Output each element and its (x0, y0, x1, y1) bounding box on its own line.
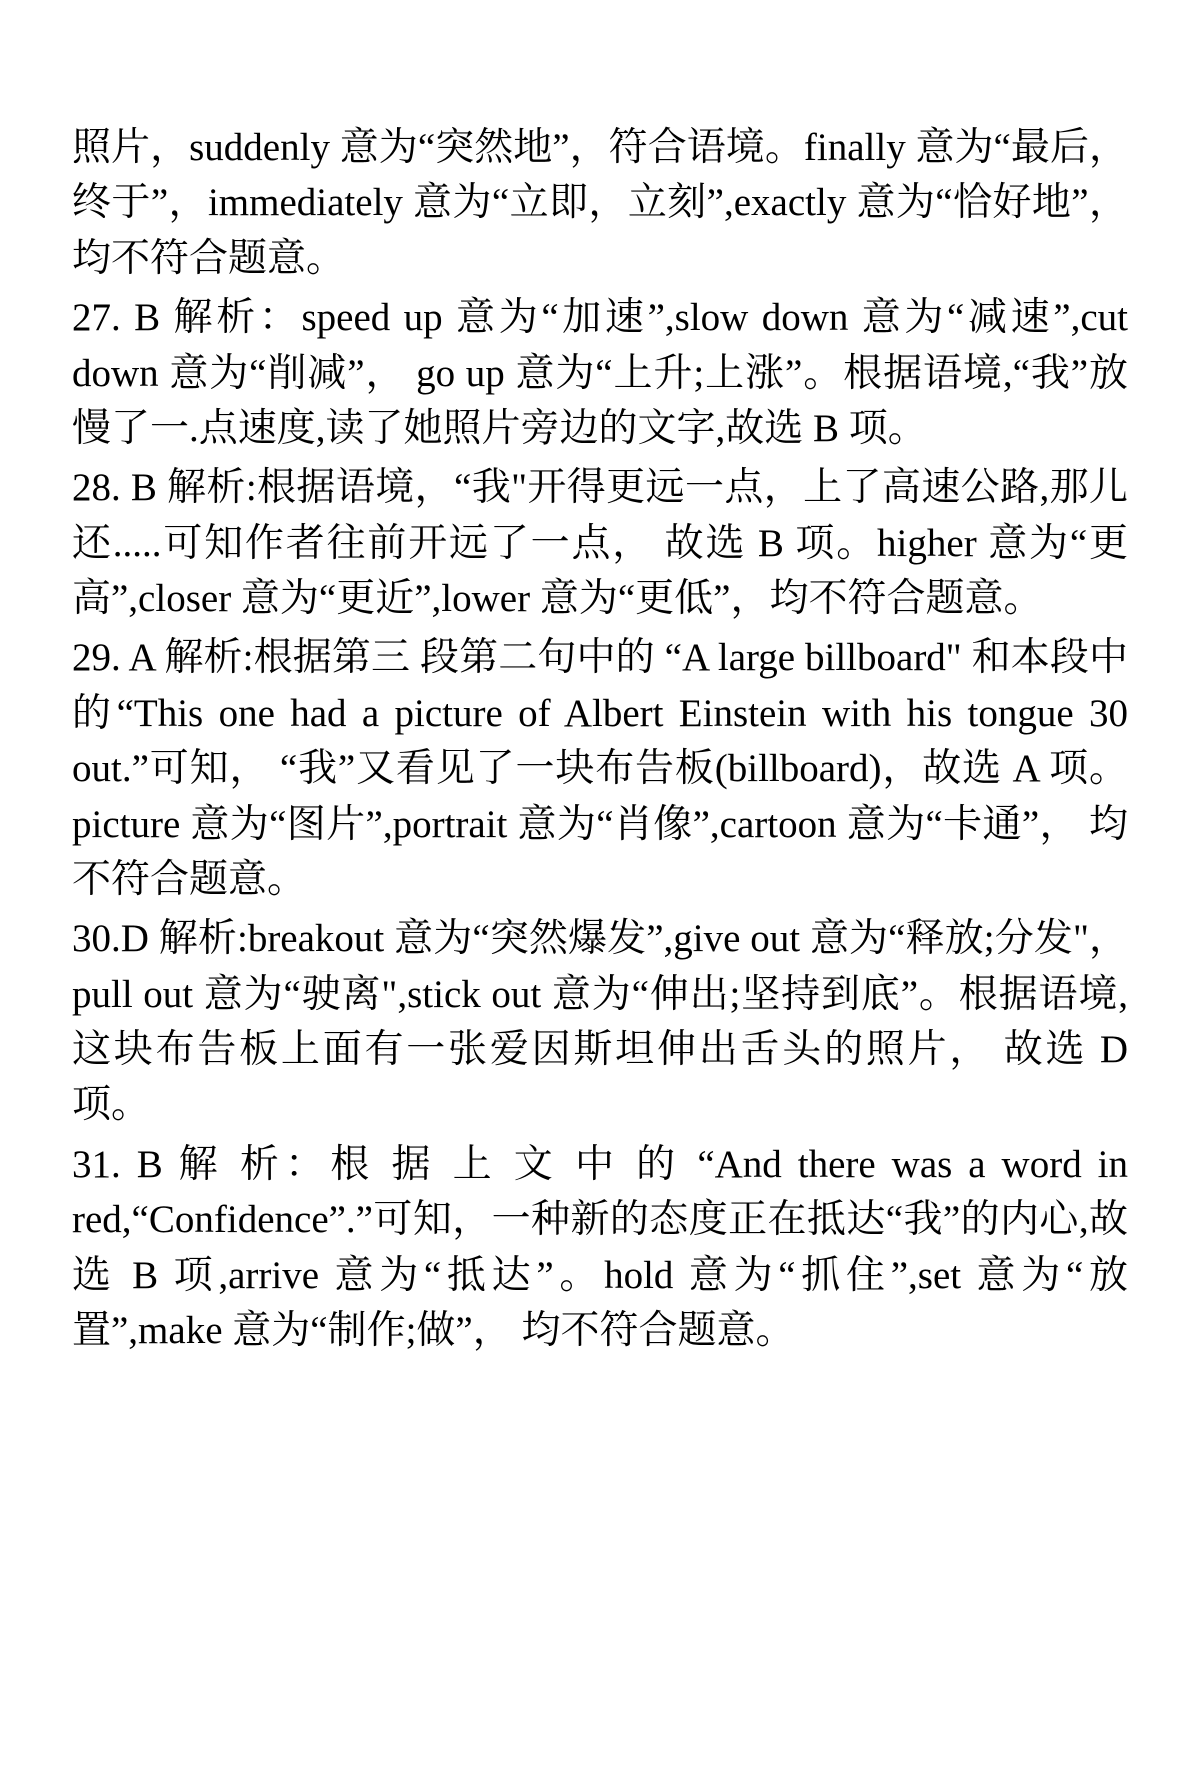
paragraph-question-29: 29. A 解析:根据第三 段第二句中的 “A large billboard" 和本段中的“This one had a picture of Albert Einstein with his tongue 30 out.”可知， “我”又看见了一块布告板(billboard)，故选 A 项。picture 意为“图片”,portrait 意为“肖像”,cartoon 意为“卡通”， 均不符合题意。 (72, 636, 1128, 901)
paragraph-question-31: 31. B 解 析：根 据 上 文 中 的 “And there was a word in red,“Confidence”.”可知，一种新的态度正在抵达“我”的内心,故选 B 项,arrive 意为“抵达”。hold 意为“抓住”,set 意为“放置”,make 意为“制作;做”， 均不符合题意。 (72, 1142, 1128, 1352)
paragraph-question-30: 30.D 解析:breakout 意为“突然爆发”,give out 意为“释放;分发"，pull out 意为“驶离",stick out 意为“伸出;坚持到底”。根据语境,这块布告板上面有一张爱因斯坦伸出舌头的照片， 故选 D 项。 (72, 917, 1128, 1127)
paragraph-question-27: 27. B 解析：speed up 意为“加速”,slow down 意为“减速”,cut down 意为“削减”， go up 意为“上升;上涨”。根据语境,“我”放慢了一.点速度,读了她照片旁边的文字,故选 B 项。 (72, 296, 1128, 450)
paragraph-question-28: 28. B 解析:根据语境，“我"开得更远一点，上了高速公路,那儿还.....可知作者往前开远了一点， 故选 B 项。higher 意为“更高”,closer 意为“更近”,lower 意为“更低”，均不符合题意。 (72, 466, 1128, 620)
paragraph-26-continued: 照片，suddenly 意为“突然地”，符合语境。finally 意为“最后，终于”，immediately 意为“立即，立刻”,exactly 意为“恰好地”， 均不符合题意。 (72, 126, 1128, 280)
answer-explanations-body (72, 120, 1128, 1358)
